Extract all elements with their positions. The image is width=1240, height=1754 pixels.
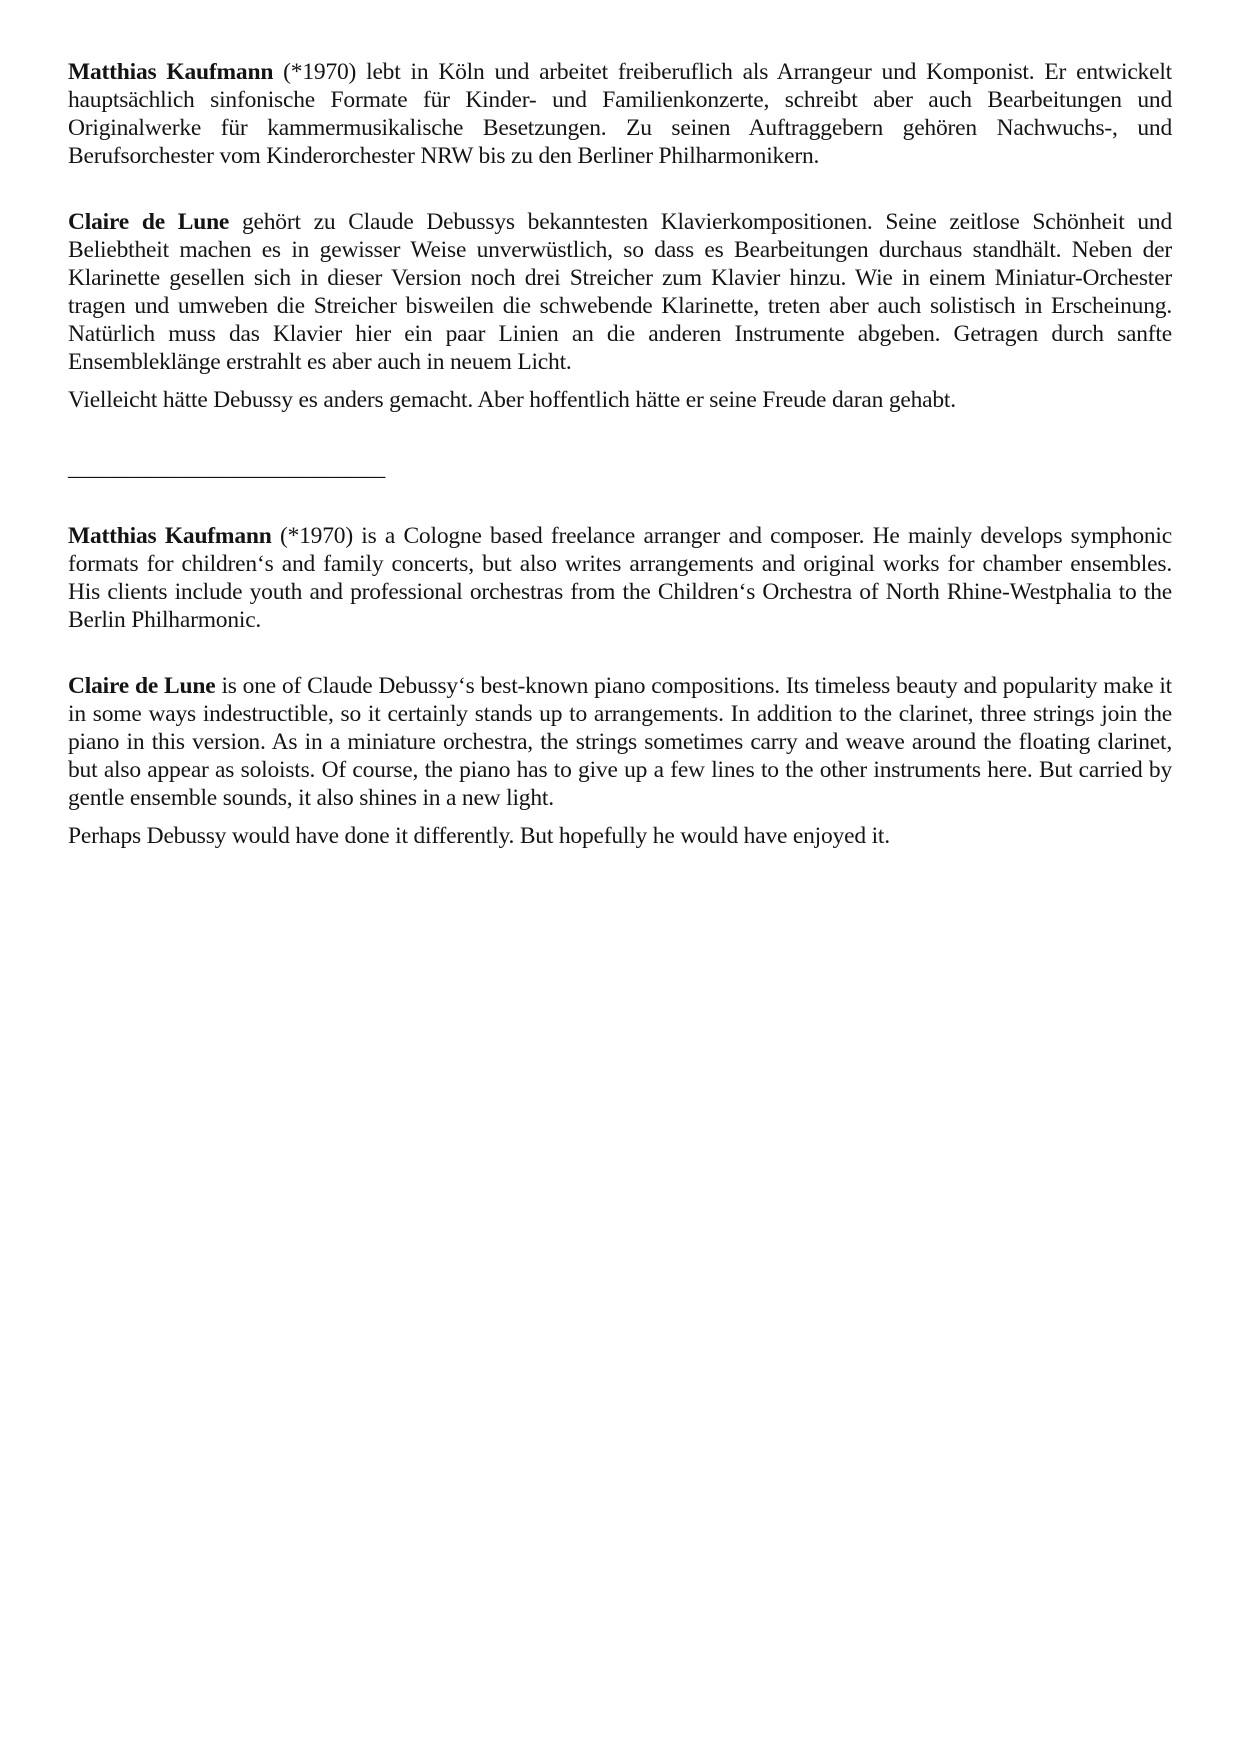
german-bio-paragraph xyxy=(68,58,1172,170)
english-bio-text: (*1970) is a Cologne based freelance arranger and composer. He mainly develops symphonic formats for children‘s and family concerts, but also writes arrangements and original works for chamber ensembles. His clients include youth and professional orchestras from the Children‘s Orchestra of North Rhine-Westphalia to the Berlin Philharmonic. xyxy=(68,523,1172,633)
english-closing-text: Perhaps Debussy would have done it differently. But hopefully he would have enjoyed it. xyxy=(68,823,890,849)
section-divider: ___________________________ xyxy=(68,455,386,481)
english-bio-paragraph xyxy=(68,522,1172,634)
german-closing-text: Vielleicht hätte Debussy es anders gemacht. Aber hoffentlich hätte er seine Freude daran gehabt. xyxy=(68,387,956,413)
english-bio-lead: Matthias Kaufmann xyxy=(68,523,272,549)
page-content xyxy=(68,58,1172,850)
english-closing-line xyxy=(68,822,1172,850)
english-work-paragraph xyxy=(68,672,1172,812)
german-work-lead: Claire de Lune xyxy=(68,209,230,235)
german-work-text: gehört zu Claude Debussys bekanntesten Klavierkompositionen. Seine zeitlose Schönheit und Beliebtheit machen es in gewisser Weise unverwüstlich, so dass es Bearbeitungen durchaus standhält. Neben der Klarinette gesellen sich in dieser Version noch drei Streicher zum Klavier hinzu. Wie in einem Miniatur-Orchester tragen und umweben die Streicher bisweilen die schwebende Klarinette, treten aber auch solistisch in Erscheinung. Natürlich muss das Klavier hier ein paar Linien an die anderen Instrumente abgeben. Getragen durch sanfte Ensembleklänge erstrahlt es aber auch in neuem Licht. xyxy=(68,209,1172,375)
german-bio-lead: Matthias Kaufmann xyxy=(68,59,274,85)
german-bio-text: (*1970) lebt in Köln und arbeitet freiberuflich als Arrangeur und Komponist. Er entwickelt hauptsächlich sinfonische Formate für Kinder- und Familienkonzerte, schreibt aber auch Bearbeitungen und Originalwerke für kammermusikalische Besetzungen. Zu seinen Auftraggebern gehören Nachwuchs-, und Berufsorchester vom Kinderorchester NRW bis zu den Berliner Philharmonikern. xyxy=(68,59,1172,169)
german-work-paragraph xyxy=(68,208,1172,376)
english-work-text: is one of Claude Debussy‘s best-known piano compositions. Its timeless beauty and popularity make it in some ways indestructible, so it certainly stands up to arrangements. In addition to the clarinet, three strings join the piano in this version. As in a miniature orchestra, the strings sometimes carry and weave around the floating clarinet, but also appear as soloists. Of course, the piano has to give up a few lines to the other instruments here. But carried by gentle ensemble sounds, it also shines in a new light. xyxy=(68,673,1172,811)
english-work-lead: Claire de Lune xyxy=(68,673,216,699)
german-closing-line xyxy=(68,386,1172,414)
